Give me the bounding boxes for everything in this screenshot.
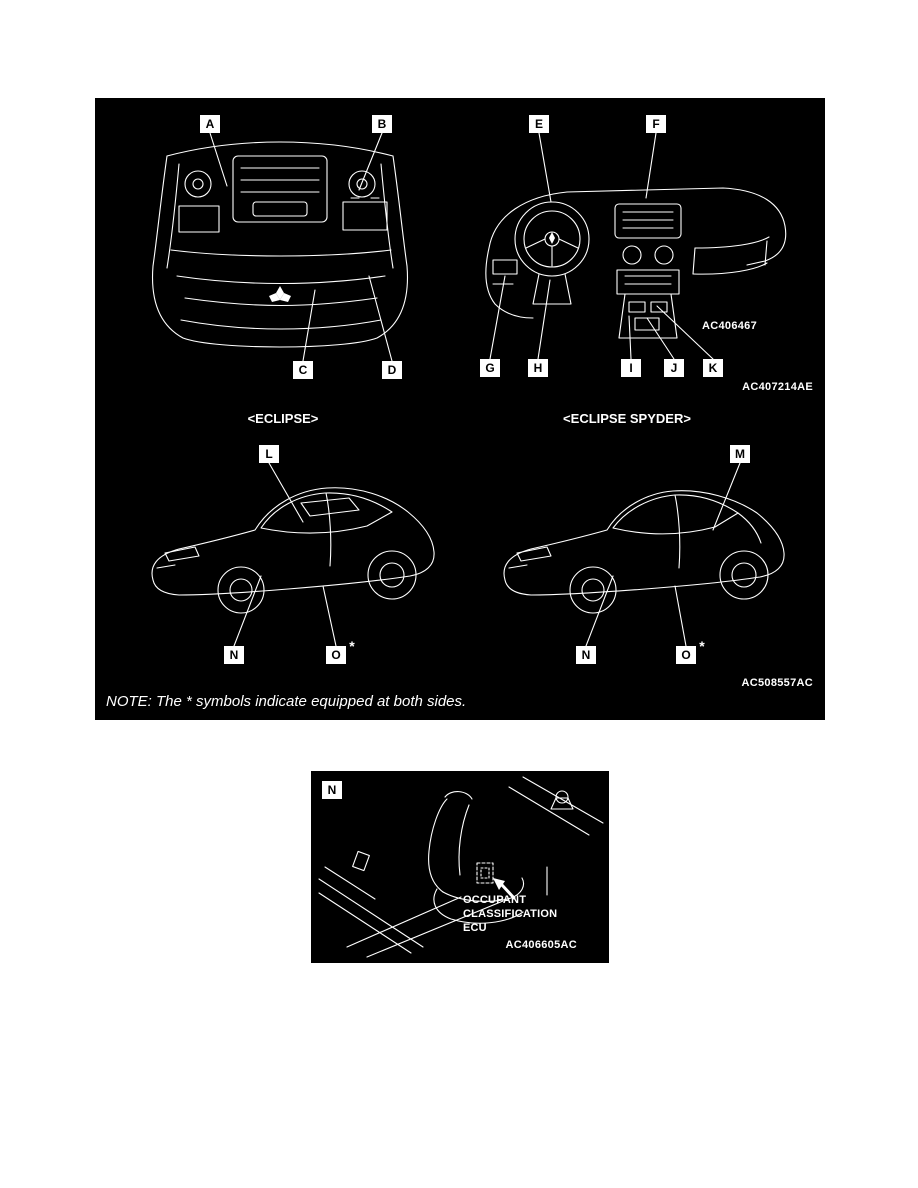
- callout-n-spyder: N: [576, 646, 596, 664]
- caption-eclipse: <ECLIPSE>: [247, 411, 319, 426]
- callout-o-spyder: O: [676, 646, 696, 664]
- figure-note: NOTE: The * symbols indicate equipped at both sides.: [106, 693, 467, 710]
- callout-h: H: [528, 359, 548, 377]
- seat-drawing: [319, 777, 603, 957]
- callout-m: M: [730, 445, 750, 463]
- asterisk-spyder: *: [699, 638, 705, 654]
- figure-code-ecu: AC406605AC: [505, 939, 577, 951]
- callout-o-eclipse: O: [326, 646, 346, 664]
- callout-j: J: [664, 359, 684, 377]
- component-location-line-art: [95, 98, 825, 720]
- steering-wheel-logo: [549, 232, 555, 244]
- occupant-ecu-line-art: [311, 771, 609, 963]
- component-location-figure: [95, 98, 825, 720]
- leader-lines: [210, 133, 740, 646]
- ecu-callout-line-2: CLASSIFICATION: [463, 908, 558, 920]
- callout-b: B: [372, 115, 392, 133]
- caption-eclipse-spyder: <ECLIPSE SPYDER>: [563, 411, 691, 426]
- callout-n-detail: N: [322, 781, 342, 799]
- callout-e: E: [529, 115, 549, 133]
- engine-compartment-drawing: [153, 142, 408, 347]
- instrument-panel-drawing: [486, 188, 786, 338]
- figure-code-top: AC407214AE: [742, 381, 813, 393]
- figure-code-bottom: AC508557AC: [741, 677, 813, 689]
- occupant-ecu-figure: [311, 771, 609, 963]
- ecu-callout-line-3: ECU: [463, 922, 487, 934]
- figure-code-dash: AC406467: [702, 320, 757, 332]
- ecu-callout-line-1: OCCUPANT: [463, 894, 527, 906]
- callout-d: D: [382, 361, 402, 379]
- callout-g: G: [480, 359, 500, 377]
- callout-n-eclipse: N: [224, 646, 244, 664]
- asterisk-eclipse: *: [349, 638, 355, 654]
- ecu-callout-text: [463, 893, 557, 935]
- callout-c: C: [293, 361, 313, 379]
- callout-f: F: [646, 115, 666, 133]
- eclipse-spyder-drawing: [504, 491, 784, 613]
- mitsubishi-logo: [269, 286, 291, 302]
- eclipse-coupe-drawing: [152, 488, 434, 613]
- callout-l: L: [259, 445, 279, 463]
- callout-k: K: [703, 359, 723, 377]
- callout-a: A: [200, 115, 220, 133]
- callout-i: I: [621, 359, 641, 377]
